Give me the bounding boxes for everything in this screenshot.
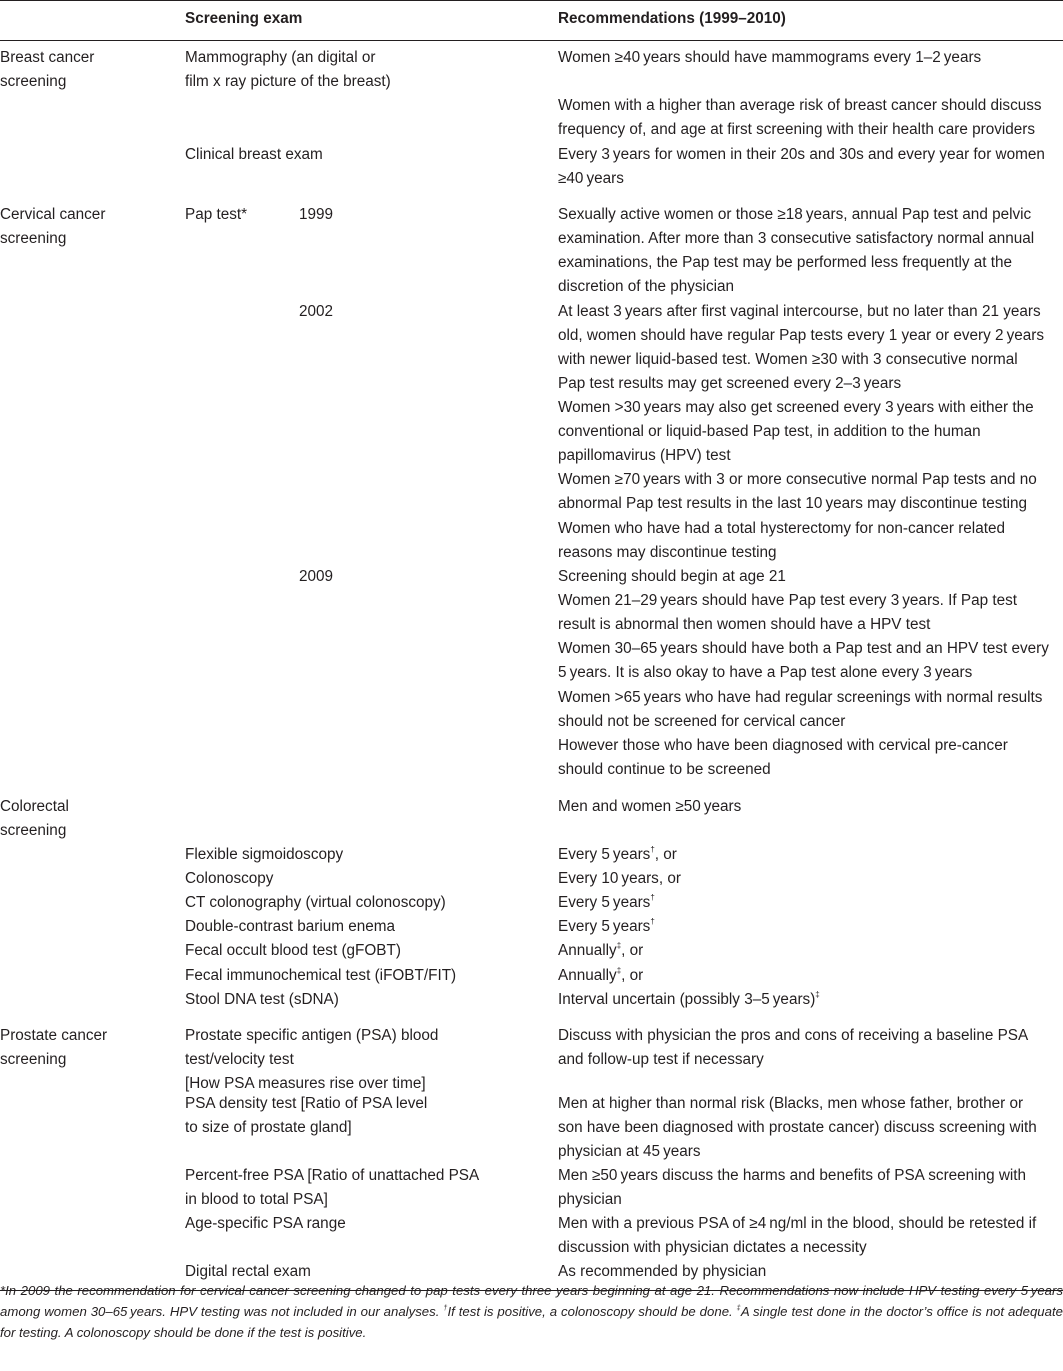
table-cell-text — [185, 70, 391, 94]
cell-text: film x ray picture of the breast) — [185, 73, 391, 90]
table-cell-text — [185, 143, 323, 167]
table-cell-text — [558, 1092, 1023, 1116]
cell-text: screening — [0, 1051, 67, 1068]
cell-text: Interval uncertain (possibly 3–5 years) — [558, 991, 816, 1008]
cell-text: 5 years. It is also okay to have a Pap test alone every 3 years — [558, 664, 973, 681]
table-cell-text — [185, 203, 247, 227]
table-cell-text — [558, 203, 1031, 227]
cell-text: papillomavirus (HPV) test — [558, 447, 731, 464]
table-cell-text — [558, 939, 643, 963]
cell-text: However those who have been diagnosed with cervical pre-cancer — [558, 737, 1008, 754]
cell-text: Annually — [558, 942, 617, 959]
table-cell-text — [558, 915, 655, 939]
table-cell-text — [558, 613, 930, 637]
table-cell-text — [558, 143, 1045, 167]
cell-text: screening — [0, 230, 67, 247]
table-cell-text — [0, 46, 94, 70]
cell-text: As recommended by physician — [558, 1263, 767, 1280]
cell-text: examinations, the Pap test may be performed less frequently at the — [558, 254, 1013, 271]
table-cell-text — [558, 251, 1012, 275]
footnote-marker: † — [650, 917, 655, 926]
table-cell-text — [558, 1116, 1037, 1140]
table-cell-text — [558, 1164, 1026, 1188]
table-cell-text — [185, 964, 456, 988]
cell-text: discussion with physician dictates a necessity — [558, 1239, 867, 1256]
table-cell-text — [558, 372, 901, 396]
cell-text: old, women should have regular Pap tests every 1 year or every 2 years — [558, 327, 1045, 344]
table-cell-text — [558, 661, 972, 685]
table-cell-text — [185, 1212, 346, 1236]
table-cell-text — [185, 1164, 479, 1188]
footnote-marker: ‡ — [616, 941, 622, 950]
table-footnote — [0, 1280, 1063, 1343]
table-cell-text — [558, 565, 786, 589]
cell-text: to size of prostate gland] — [185, 1119, 352, 1136]
cell-text: Women with a higher than average risk of breast cancer should discuss — [558, 97, 1042, 114]
cell-text: 2009 — [299, 568, 334, 585]
table-cell-text — [558, 541, 777, 565]
table-cell-text — [185, 915, 395, 939]
table-cell-text — [558, 734, 1008, 758]
footnote-marker: † — [650, 845, 655, 854]
table-cell-text — [0, 70, 66, 94]
cell-text: discretion of the physician — [558, 278, 735, 295]
cell-text: CT colonography (virtual colonoscopy) — [185, 894, 446, 911]
cell-text: Women 21–29 years should have Pap test every 3 years. If Pap test — [558, 592, 1018, 609]
cell-text: Every 5 years — [558, 846, 651, 863]
cell-text: Percent-free PSA [Ratio of unattached PSA — [185, 1167, 480, 1184]
footnote-marker: ‡ — [815, 990, 820, 999]
cell-text: Men with a previous PSA of ≥4 ng/ml in the blood, should be retested if — [558, 1215, 1037, 1232]
cell-text: Digital rectal exam — [185, 1263, 311, 1280]
table-cell-text — [558, 686, 1042, 710]
cell-text: abnormal Pap test results in the last 10 years may discontinue testing — [558, 495, 1028, 512]
table-cell-text — [558, 492, 1027, 516]
table-cell-text — [558, 118, 1035, 142]
cell-text: with newer liquid-based test. Women ≥30 with 3 consecutive normal — [558, 351, 1018, 368]
table-cell-text — [0, 795, 69, 819]
cell-text: Colonoscopy — [185, 870, 274, 887]
header-screening-exam: Screening exam — [185, 10, 303, 27]
cell-text-suffix: , or — [621, 967, 644, 984]
cell-text: Stool DNA test (sDNA) — [185, 991, 339, 1008]
table-cell-text — [558, 988, 820, 1012]
cell-text-suffix: , or — [621, 942, 644, 959]
cell-text: Women ≥40 years should have mammograms every 1–2 years — [558, 49, 982, 66]
table-cell-text — [558, 710, 845, 734]
table-cell-text — [185, 1048, 294, 1072]
cell-text: result is abnormal then women should have a HPV test — [558, 616, 931, 633]
cell-text: Cervical cancer — [0, 206, 106, 223]
table-cell-text — [558, 843, 677, 867]
cell-text: Men at higher than normal risk (Blacks, men whose father, brother or — [558, 1095, 1024, 1112]
top-rule — [0, 0, 1063, 1]
table-cell-text — [558, 1024, 1028, 1048]
table-cell-text — [558, 396, 1034, 420]
cell-text: ≥40 years — [558, 170, 624, 187]
table-cell-text — [558, 1212, 1036, 1236]
header-rule — [0, 40, 1063, 41]
table-cell-text — [558, 167, 624, 191]
cell-text: examination. After more than 3 consecutive satisfactory normal annual — [558, 230, 1035, 247]
table-cell-text — [558, 46, 981, 70]
cell-text: Men and women ≥50 years — [558, 798, 742, 815]
table-cell-text — [185, 1092, 427, 1116]
cell-text: son have been diagnosed with prostate cancer) discuss screening with — [558, 1119, 1037, 1136]
cell-text: Age-specific PSA range — [185, 1215, 346, 1232]
table-cell-text — [299, 565, 333, 589]
table-cell-text — [558, 1140, 701, 1164]
cell-text: physician at 45 years — [558, 1143, 701, 1160]
table-cell-text — [558, 1048, 764, 1072]
cell-text: Double-contrast barium enema — [185, 918, 396, 935]
table-cell-text — [558, 94, 1042, 118]
table-cell-text — [558, 275, 734, 299]
cell-text: Fecal immunochemical test (iFOBT/FIT) — [185, 967, 457, 984]
cell-text: 2002 — [299, 303, 334, 320]
table-cell-text — [558, 227, 1034, 251]
cell-text: test/velocity test — [185, 1051, 294, 1068]
cell-text: Women >30 years may also get screened every 3 years with either the — [558, 399, 1034, 416]
table-cell-text — [185, 843, 343, 867]
table-cell-text — [185, 891, 446, 915]
cell-text-suffix: , or — [654, 846, 677, 863]
footnote-dagger: † — [443, 1305, 448, 1312]
table-cell-text — [185, 939, 401, 963]
table-cell-text — [299, 203, 333, 227]
cell-text: Every 10 years, or — [558, 870, 681, 887]
cell-text: Clinical breast exam — [185, 146, 323, 163]
table-cell-text — [558, 517, 1005, 541]
table-cell-text — [185, 1116, 352, 1140]
header-recommendations: Recommendations (1999–2010) — [558, 10, 786, 27]
table-cell-text — [0, 203, 105, 227]
cell-text: Sexually active women or those ≥18 years, annual Pap test and pelvic — [558, 206, 1032, 223]
cell-text: Every 5 years — [558, 894, 651, 911]
table-cell-text — [185, 867, 273, 891]
cell-text: in blood to total PSA] — [185, 1191, 328, 1208]
cell-text: Women ≥70 years with 3 or more consecutive normal Pap tests and no — [558, 471, 1037, 488]
cell-text: and follow-up test if necessary — [558, 1051, 764, 1068]
table-cell-text — [185, 1024, 438, 1048]
table-cell-text — [558, 300, 1041, 324]
cell-text: Every 5 years — [558, 918, 651, 935]
cell-text: screening — [0, 822, 67, 839]
cell-text: Annually — [558, 967, 617, 984]
cell-text: physician — [558, 1191, 622, 1208]
table-cell-text — [558, 867, 681, 891]
table-cell-text — [558, 891, 655, 915]
cell-text: reasons may discontinue testing — [558, 544, 777, 561]
cell-text: Breast cancer — [0, 49, 95, 66]
table-cell-text — [185, 988, 339, 1012]
cell-text: screening — [0, 73, 67, 90]
table-cell-text — [558, 444, 731, 468]
footnote-part-3: A single test done in the doctor’s office is not adequate for testing. A colonoscopy should be done if the test is positive. — [0, 1304, 1063, 1340]
table-cell-text — [185, 1188, 328, 1212]
table-cell-text — [185, 46, 375, 70]
table-cell-text — [558, 324, 1044, 348]
cell-text: 1999 — [299, 206, 334, 223]
cell-text: Flexible sigmoidoscopy — [185, 846, 344, 863]
table-cell-text — [558, 348, 1018, 372]
cell-text: Fecal occult blood test (gFOBT) — [185, 942, 401, 959]
cell-text: [How PSA measures rise over time] — [185, 1075, 426, 1092]
cell-text: Women 30–65 years should have both a Pap test and an HPV test every — [558, 640, 1049, 657]
table-cell-text — [299, 300, 333, 324]
cell-text: should continue to be screened — [558, 761, 771, 778]
cell-text: should not be screened for cervical cancer — [558, 713, 846, 730]
cell-text: conventional or liquid-based Pap test, in addition to the human — [558, 423, 981, 440]
footnote-part-1: *In 2009 the recommendation for cervical cancer screening changed to pap tests every three years beginning at age 21. Recommendations now include HPV testing every 5 years among women 30–65 years. HPV testing was not included in our analyses. — [0, 1283, 1063, 1319]
cell-text: At least 3 years after first vaginal intercourse, but no later than 21 years — [558, 303, 1041, 320]
cell-text: Colorectal — [0, 798, 69, 815]
footnote-part-2: If test is positive, a colonoscopy should be done. — [447, 1304, 737, 1319]
table-cell-text — [558, 420, 981, 444]
table-cell-text — [0, 819, 66, 843]
footnote-marker: ‡ — [616, 966, 622, 975]
cell-text: Men ≥50 years discuss the harms and benefits of PSA screening with — [558, 1167, 1027, 1184]
cell-text: Women >65 years who have had regular screenings with normal results — [558, 689, 1043, 706]
table-cell-text — [0, 227, 66, 251]
cell-text: Prostate specific antigen (PSA) blood — [185, 1027, 439, 1044]
table-cell-text — [558, 795, 741, 819]
footnote-double-dagger: ‡ — [736, 1305, 741, 1312]
cell-text: PSA density test [Ratio of PSA level — [185, 1095, 428, 1112]
table-cell-text — [558, 758, 771, 782]
cell-text: Discuss with physician the pros and cons of receiving a baseline PSA — [558, 1027, 1029, 1044]
table-cell-text — [558, 964, 643, 988]
cell-text: Prostate cancer — [0, 1027, 108, 1044]
table-cell-text — [0, 1048, 66, 1072]
cell-text: Pap test* — [185, 206, 248, 223]
footnote-marker: † — [650, 893, 655, 902]
table-cell-text — [558, 1236, 867, 1260]
cell-text: Mammography (an digital or — [185, 49, 376, 66]
table-cell-text — [558, 589, 1017, 613]
cell-text: Women who have had a total hysterectomy for non-cancer related — [558, 520, 1005, 537]
table-cell-text — [558, 637, 1049, 661]
cell-text: Pap test results may get screened every 2–3 years — [558, 375, 902, 392]
table-cell-text — [558, 468, 1037, 492]
table-cell-text — [0, 1024, 107, 1048]
cell-text: Screening should begin at age 21 — [558, 568, 786, 585]
cell-text: Every 3 years for women in their 20s and 30s and every year for women — [558, 146, 1045, 163]
cell-text: frequency of, and age at first screening with their health care providers — [558, 121, 1036, 138]
table-cell-text — [558, 1188, 622, 1212]
